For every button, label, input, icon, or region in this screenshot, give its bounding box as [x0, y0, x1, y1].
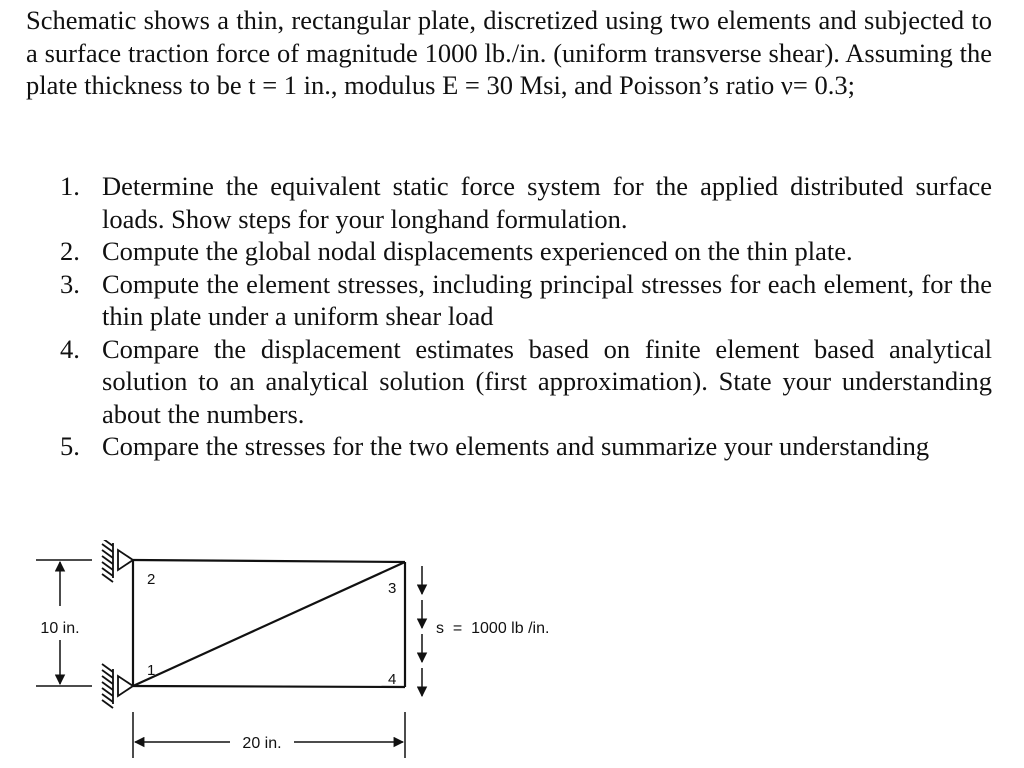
node-label-3: 3: [388, 580, 397, 597]
task-text: Compare the displacement estimates based on finite element based analytical solution to an analytical solution (first approximation). State your understanding about the numbers.: [102, 333, 992, 429]
pin-support-icon: [102, 664, 133, 708]
plate-schematic: [0, 540, 640, 768]
task-item: [60, 235, 992, 268]
task-item: [60, 333, 992, 431]
task-number: 4.: [60, 333, 80, 364]
width-label: 20 in.: [242, 735, 282, 752]
load-label: s = 1000 lb /in.: [436, 620, 550, 637]
task-text: Determine the equivalent static force system for the applied distributed surface loads. Show steps for your longhand formulation.: [102, 171, 992, 234]
task-number: 3.: [60, 268, 80, 299]
task-number: 2.: [60, 236, 80, 266]
task-item: [60, 430, 992, 463]
node-label-2: 2: [147, 571, 156, 588]
task-item: [60, 268, 992, 333]
task-text: Compute the global nodal displacements experienced on the thin plate.: [102, 236, 853, 266]
pin-support-icon: [102, 540, 133, 582]
task-number: 5.: [60, 431, 80, 461]
problem-statement: Schematic shows a thin, rectangular plate, discretized using two elements and subjected to a surface traction force of magnitude 1000 lb./in. (uniform transverse shear). Assuming the plate thickness to be t = 1 in., modulus E = 30 Msi, and Poisson’s ratio ν= 0.3;: [26, 5, 992, 100]
element-diagonal: [133, 562, 405, 686]
task-text: Compare the stresses for the two elements and summarize your understanding: [102, 431, 930, 461]
node-label-4: 4: [388, 671, 397, 688]
task-item: [60, 170, 992, 235]
task-number: 1.: [60, 171, 80, 201]
height-label: 10 in.: [40, 620, 80, 637]
node-label-1: 1: [147, 662, 156, 679]
task-text: Compute the element stresses, including principal stresses for each element, for the thin plate under a uniform shear load: [102, 268, 992, 331]
task-list: [60, 170, 992, 463]
